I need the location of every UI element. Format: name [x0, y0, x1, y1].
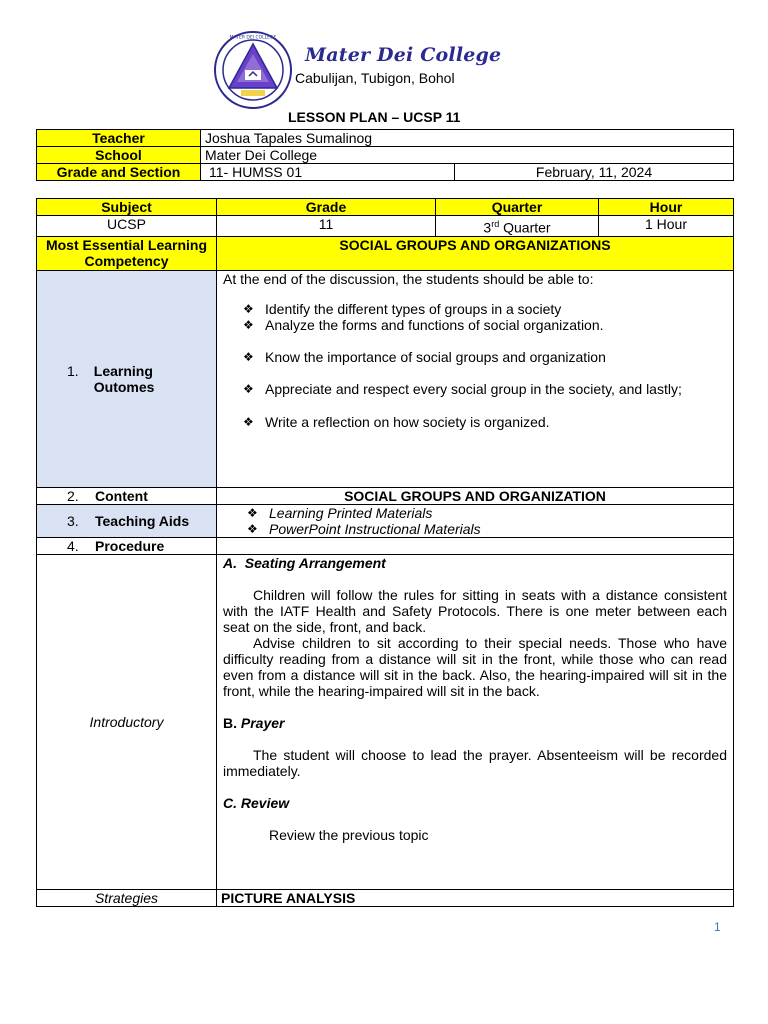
- procedure-number: 4.: [67, 537, 79, 554]
- diamond-bullet-icon: ❖: [243, 317, 254, 332]
- list-item: ❖ Analyze the forms and functions of social organization.: [243, 316, 604, 333]
- content-value: SOCIAL GROUPS AND ORGANIZATION: [217, 487, 734, 504]
- strategies-label: Strategies: [37, 889, 217, 906]
- list-item: ❖ Write a reflection on how society is organized.: [243, 413, 550, 430]
- diamond-bullet-icon: ❖: [243, 349, 254, 364]
- list-item: ❖ PowerPoint Instructional Materials: [247, 520, 481, 537]
- svg-text:MATER DEI COLLEGE: MATER DEI COLLEGE: [229, 35, 277, 41]
- quarter-header: Quarter: [436, 199, 599, 216]
- college-seal-logo: [213, 30, 293, 110]
- teacher-label: Teacher: [37, 130, 201, 147]
- list-item: ❖ Identify the different types of groups in a society: [243, 300, 562, 317]
- college-name: Mater Dei College: [305, 44, 502, 66]
- school-label: School: [37, 147, 201, 164]
- introductory-content: [217, 554, 734, 889]
- review-paragraph: Review the previous topic: [269, 826, 429, 843]
- diamond-bullet-icon: ❖: [247, 505, 258, 520]
- grade-section-value: 11- HUMSS 01: [201, 164, 455, 181]
- introductory-label: Introductory: [37, 554, 217, 889]
- strategies-value: PICTURE ANALYSIS: [217, 889, 734, 906]
- procedure-label: Procedure: [95, 537, 165, 554]
- college-address: Cabulijan, Tubigon, Bohol: [295, 70, 455, 86]
- melc-label: Most Essential Learning Competency: [37, 236, 217, 270]
- content-label-cell: [37, 487, 217, 504]
- hour-value: 1 Hour: [599, 216, 734, 237]
- prayer-heading: B. Prayer: [223, 714, 285, 731]
- page-number: 1: [714, 920, 721, 934]
- learning-outcomes-label: Learning Outomes: [93, 362, 155, 395]
- grade-section-label: Grade and Section: [37, 164, 201, 181]
- seating-heading: A. Seating Arrangement: [223, 554, 386, 571]
- procedure-label-cell: [37, 537, 217, 554]
- quarter-value: [436, 216, 599, 237]
- list-item: ❖ Know the importance of social groups and organization: [243, 348, 606, 365]
- diamond-bullet-icon: ❖: [243, 381, 254, 396]
- seating-paragraph-1: Children will follow the rules for sitting in seats with a distance consistent with the IATF Health and Safety Protocols. There is one meter between each seat on the side, front, and back.: [223, 586, 727, 635]
- quarter-number: 3: [483, 219, 492, 236]
- content-number: 2.: [67, 487, 79, 504]
- quarter-suffix: rd: [491, 219, 500, 229]
- school-value: Mater Dei College: [201, 147, 734, 164]
- teacher-value: Joshua Tapales Sumalinog: [201, 130, 734, 147]
- subject-header: Subject: [37, 199, 217, 216]
- subject-value: UCSP: [37, 216, 217, 237]
- learning-outcomes-number: 1.: [67, 362, 79, 379]
- content-label: Content: [95, 487, 148, 504]
- procedure-value: [217, 537, 734, 554]
- teaching-aids-number: 3.: [67, 512, 79, 529]
- lesson-plan-table: [36, 198, 734, 907]
- learning-outcomes-label-cell: [37, 270, 217, 487]
- date-value: February, 11, 2024: [455, 164, 734, 181]
- quarter-word: Quarter: [503, 219, 551, 236]
- list-item: ❖ Appreciate and respect every social group in the society, and lastly;: [243, 380, 682, 397]
- diamond-bullet-icon: ❖: [247, 521, 258, 536]
- melc-value: SOCIAL GROUPS AND ORGANIZATIONS: [217, 236, 734, 270]
- grade-header: Grade: [217, 199, 436, 216]
- learning-outcomes-content: [217, 270, 734, 487]
- teacher-info-table: [36, 129, 734, 181]
- diamond-bullet-icon: ❖: [243, 414, 254, 429]
- teaching-aids-content: [217, 504, 734, 537]
- teaching-aids-label: Teaching Aids: [95, 512, 190, 529]
- learning-outcomes-list: [223, 301, 727, 430]
- list-item: ❖ Learning Printed Materials: [247, 504, 433, 521]
- prayer-paragraph: The student will choose to lead the prayer. Absenteeism will be recorded immediately.: [223, 746, 727, 779]
- grade-value: 11: [217, 216, 436, 237]
- diamond-bullet-icon: ❖: [243, 301, 254, 316]
- document-title: LESSON PLAN – UCSP 11: [288, 109, 461, 125]
- teaching-aids-label-cell: [37, 504, 217, 537]
- review-heading: C. Review: [223, 794, 290, 811]
- seating-paragraph-2: Advise children to sit according to their special needs. Those who have difficulty reading from a distance will sit in the front, while those who can read even from a distance will sit in the back. Also, the hearing-impaired will sit in the front, while the hearing-impaired will sit in the back.: [223, 634, 727, 699]
- learning-outcomes-intro: At the end of the discussion, the students should be able to:: [223, 270, 594, 287]
- hour-header: Hour: [599, 199, 734, 216]
- teaching-aids-list: [221, 505, 729, 537]
